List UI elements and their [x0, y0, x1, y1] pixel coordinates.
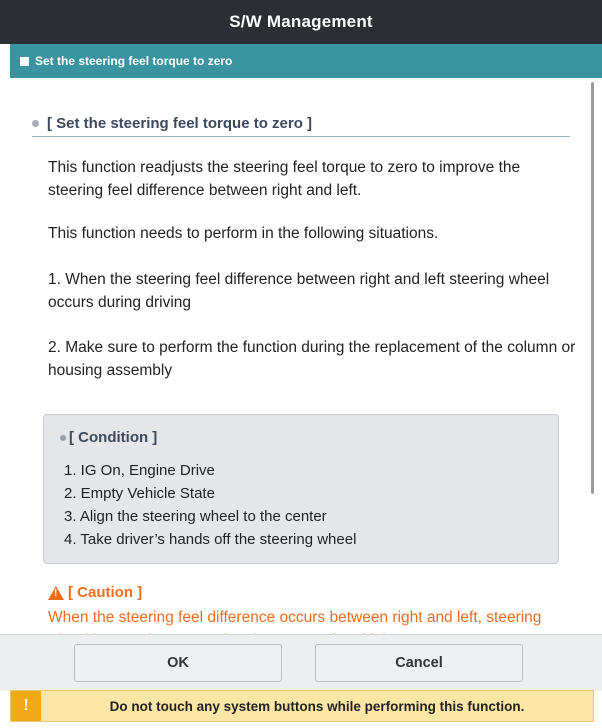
bullet-dot-icon: [32, 120, 39, 127]
window-title: [0, 0, 602, 44]
ok-button[interactable]: OK: [74, 644, 282, 682]
condition-box: [43, 414, 559, 564]
condition-title-text: [ Condition ]: [69, 429, 158, 446]
condition-item: 3. Align the steering wheel to the center: [64, 508, 327, 525]
button-bar: [0, 634, 602, 691]
section-heading: [32, 110, 570, 137]
condition-item: 2. Empty Vehicle State: [64, 485, 215, 502]
caution-text: When the steering feel difference occurs between right and left, steering: [48, 609, 542, 626]
situations-intro: This function needs to perform in the following situations.: [48, 225, 439, 242]
condition-item: 1. IG On, Engine Drive: [64, 462, 215, 479]
content-panel[interactable]: [10, 78, 592, 634]
caution-title: [ Caution ]: [68, 584, 143, 601]
notice-text: Do not touch any system buttons while performing this function.: [109, 698, 525, 714]
square-bullet-icon: [20, 57, 29, 66]
exclamation-icon: !: [11, 691, 41, 721]
condition-item: 4. Take driver’s hands off the steering wheel: [64, 531, 357, 548]
window-title-text: S/W Management: [229, 12, 373, 31]
situation-item-1: 1. When the steering feel difference between right and left steering wheel occurs during driving: [48, 271, 550, 311]
bullet-dot-icon: [60, 435, 66, 441]
warning-triangle-icon: !: [48, 586, 64, 600]
condition-title: [60, 429, 157, 446]
function-subheader-label: Set the steering feel torque to zero: [35, 54, 233, 68]
situation-item-2: 2. Make sure to perform the function during the replacement of the column or housing assembly: [48, 339, 576, 379]
caution-heading: [48, 584, 142, 601]
description-paragraph: This function readjusts the steering feel torque to zero to improve the steering feel difference between right and left.: [48, 159, 521, 199]
cancel-button[interactable]: Cancel: [315, 644, 523, 682]
notice-bar: [10, 690, 594, 722]
section-heading-text: [ Set the steering feel torque to zero ]: [47, 114, 313, 132]
function-subheader: [10, 44, 602, 78]
condition-list: [64, 459, 356, 551]
content-scrollbar[interactable]: [591, 82, 594, 494]
